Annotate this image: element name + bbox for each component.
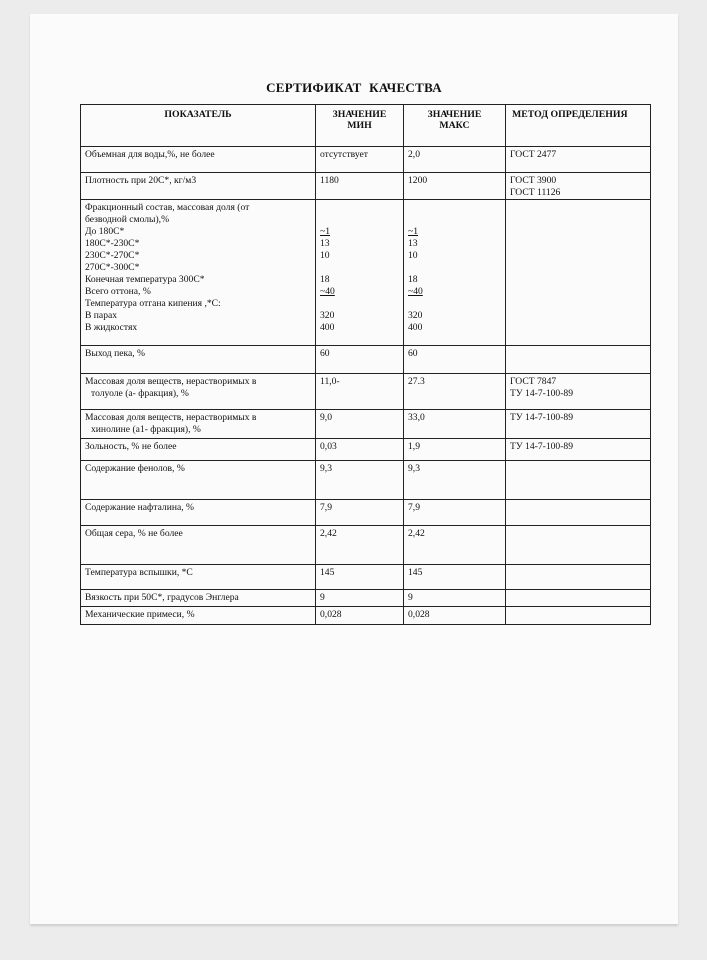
indicator-cell: Содержание фенолов, % [81,461,316,500]
max-cell: 9 [404,590,506,607]
min-cell: 60 [316,346,404,374]
header-max: ЗНАЧЕНИЕ МАКС [404,105,506,147]
indicator-cell: Фракционный состав, массовая доля (от безводной смолы),% До 180С* 180С*-230С* 230С*-270С* 270С*-300С* Конечная температура 300С* Всего оттона, % Температура отгана кипения ,*С: В парах В жидкостях [81,200,316,346]
table-row [81,439,651,461]
table-row [81,374,651,410]
method-cell [506,526,651,565]
header-min: ЗНАЧЕНИЕ МИН [316,105,404,147]
document-page [30,14,678,924]
table-row [81,461,651,500]
min-cell: 9 [316,590,404,607]
max-cell: ~1 13 10 18 ~40 320 400 [404,200,506,346]
max-cell: 9,3 [404,461,506,500]
table-row [81,173,651,200]
table-row [81,590,651,607]
max-cell: 0,028 [404,607,506,625]
method-cell: ТУ 14-7-100-89 [506,439,651,461]
table-header-row [81,105,651,147]
method-cell [506,346,651,374]
min-cell: 7,9 [316,500,404,526]
indicator-cell: Выход пека, % [81,346,316,374]
method-cell: ГОСТ 3900 ГОСТ 11126 [506,173,651,200]
min-cell: 0,03 [316,439,404,461]
table-row [81,500,651,526]
method-cell [506,461,651,500]
min-cell: ~1 13 10 18 ~40 320 400 [316,200,404,346]
max-cell: 33,0 [404,410,506,439]
table-row [81,526,651,565]
max-cell: 1,9 [404,439,506,461]
method-cell [506,590,651,607]
min-cell: 9,3 [316,461,404,500]
method-cell: ТУ 14-7-100-89 [506,410,651,439]
method-cell [506,200,651,346]
header-method: МЕТОД ОПРЕДЕЛЕНИЯ [506,105,651,147]
document-title: СЕРТИФИКАТ КАЧЕСТВА [266,80,442,95]
max-cell: 27.3 [404,374,506,410]
table-row [81,410,651,439]
indicator-cell: Содержание нафталина, % [81,500,316,526]
min-cell: 9,0 [316,410,404,439]
quality-table [80,104,651,625]
max-cell: 60 [404,346,506,374]
method-cell [506,500,651,526]
max-cell: 145 [404,565,506,590]
max-cell: 2,42 [404,526,506,565]
indicator-cell: Зольность, % не более [81,439,316,461]
max-cell: 7,9 [404,500,506,526]
min-cell: 0,028 [316,607,404,625]
method-cell [506,607,651,625]
table-row [81,200,651,346]
table-row [81,565,651,590]
table-row [81,607,651,625]
method-cell: ГОСТ 2477 [506,147,651,173]
max-cell: 2,0 [404,147,506,173]
header-indicator: ПОКАЗАТЕЛЬ [81,105,316,147]
max-cell: 1200 [404,173,506,200]
indicator-cell: Массовая доля веществ, нерастворимых в толуоле (а- фракция), % [81,374,316,410]
method-cell [506,565,651,590]
min-cell: 145 [316,565,404,590]
min-cell: отсутствует [316,147,404,173]
table-row [81,147,651,173]
indicator-cell: Массовая доля веществ, нерастворимых в хинолине (а1- фракция), % [81,410,316,439]
min-cell: 11,0- [316,374,404,410]
indicator-cell: Объемная для воды,%, не более [81,147,316,173]
min-cell: 2,42 [316,526,404,565]
method-cell: ГОСТ 7847 ТУ 14-7-100-89 [506,374,651,410]
indicator-cell: Механические примеси, % [81,607,316,625]
indicator-cell: Плотность при 20С*, кг/м3 [81,173,316,200]
indicator-cell: Температура вспышки, *С [81,565,316,590]
indicator-cell: Общая сера, % не более [81,526,316,565]
indicator-cell: Вязкость при 50С*, градусов Энглера [81,590,316,607]
table-row [81,346,651,374]
min-cell: 1180 [316,173,404,200]
